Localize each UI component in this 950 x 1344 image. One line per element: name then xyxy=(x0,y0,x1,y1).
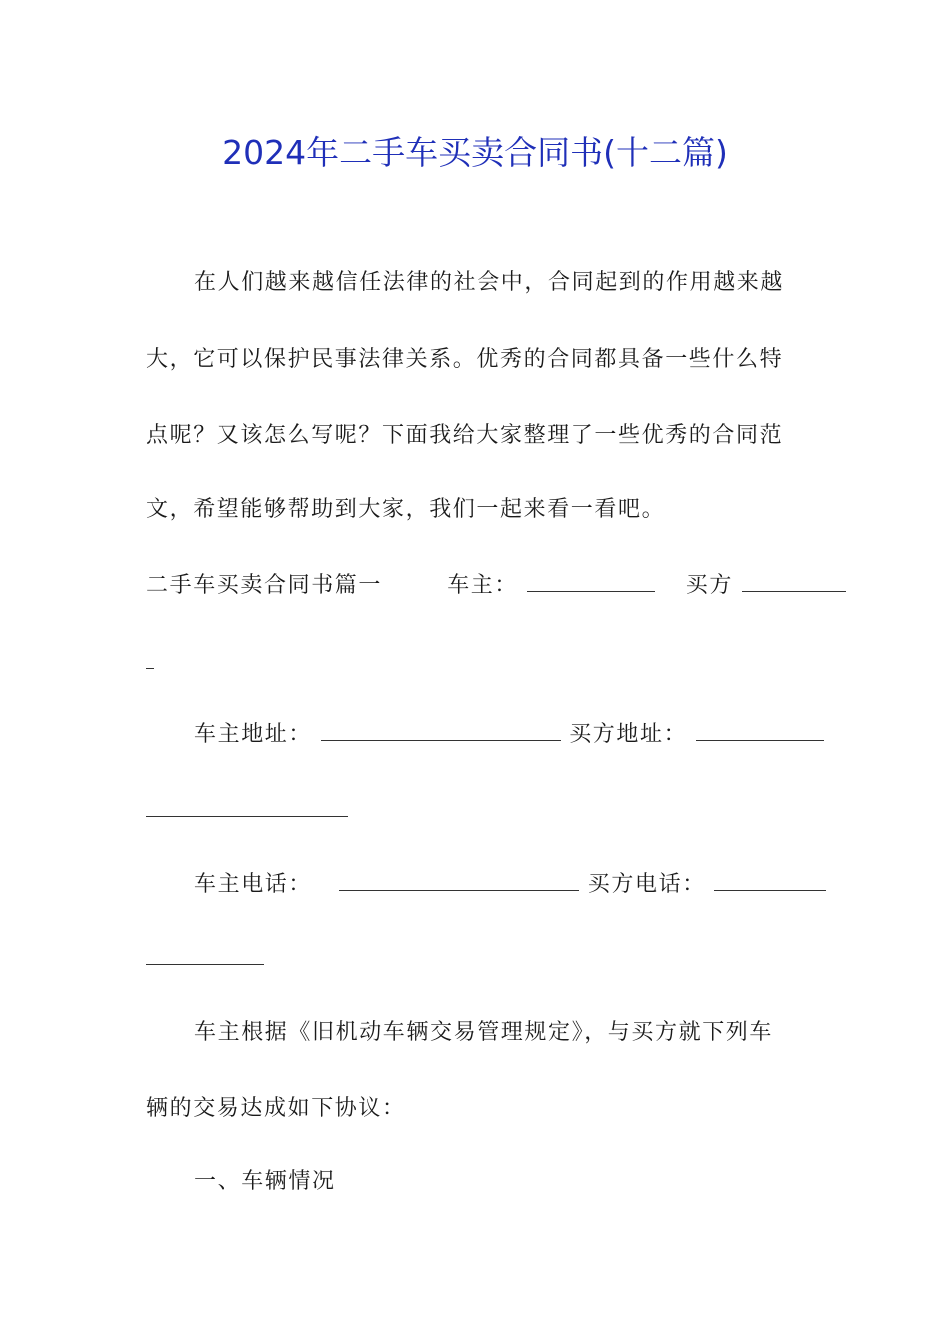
buyer-address-blank xyxy=(696,720,824,741)
phone-row xyxy=(194,870,808,900)
owner-label: 车主： xyxy=(447,573,519,598)
intro-line-1: 在人们越来越信任法律的社会中，合同起到的作用越来越 xyxy=(194,270,785,295)
document-title: 2024年二手车买卖合同书(十二篇) xyxy=(222,133,728,172)
owner-address-blank xyxy=(321,720,561,741)
intro-line-2: 大，它可以保护民事法律关系。优秀的合同都具备一些什么特 xyxy=(146,347,784,372)
buyer-address-label: 买方地址： xyxy=(569,722,688,747)
buyer-phone-label: 买方电话： xyxy=(587,872,706,897)
owner-phone-label: 车主电话： xyxy=(194,872,313,897)
intro-line-3: 点呢？又该怎么写呢？下面我给大家整理了一些优秀的合同范 xyxy=(146,423,784,448)
buyer-phone-blank-continued xyxy=(146,944,264,965)
agreement-line-2: 辆的交易达成如下协议： xyxy=(146,1096,406,1121)
section-heading: 二手车买卖合同书篇一 xyxy=(146,573,383,598)
agreement-line-1: 车主根据《旧机动车辆交易管理规定》，与买方就下列车 xyxy=(194,1020,774,1045)
buyer-label: 买方 xyxy=(685,573,733,598)
address-row xyxy=(194,720,808,750)
buyer-name-blank-continued xyxy=(146,648,154,669)
owner-phone-blank xyxy=(339,870,579,891)
buyer-phone-blank-continued-row xyxy=(146,944,808,974)
buyer-name-blank-continued-row xyxy=(146,648,808,678)
buyer-address-blank-continued xyxy=(146,796,348,817)
owner-name-blank xyxy=(527,571,655,592)
intro-line-4: 文，希望能够帮助到大家，我们一起来看一看吧。 xyxy=(146,497,666,522)
clause-1-heading: 一、车辆情况 xyxy=(194,1169,336,1194)
buyer-name-blank xyxy=(742,571,846,592)
parties-row xyxy=(146,571,808,601)
owner-address-label: 车主地址： xyxy=(194,722,313,747)
buyer-phone-blank xyxy=(714,870,826,891)
buyer-address-blank-continued-row xyxy=(146,796,808,826)
